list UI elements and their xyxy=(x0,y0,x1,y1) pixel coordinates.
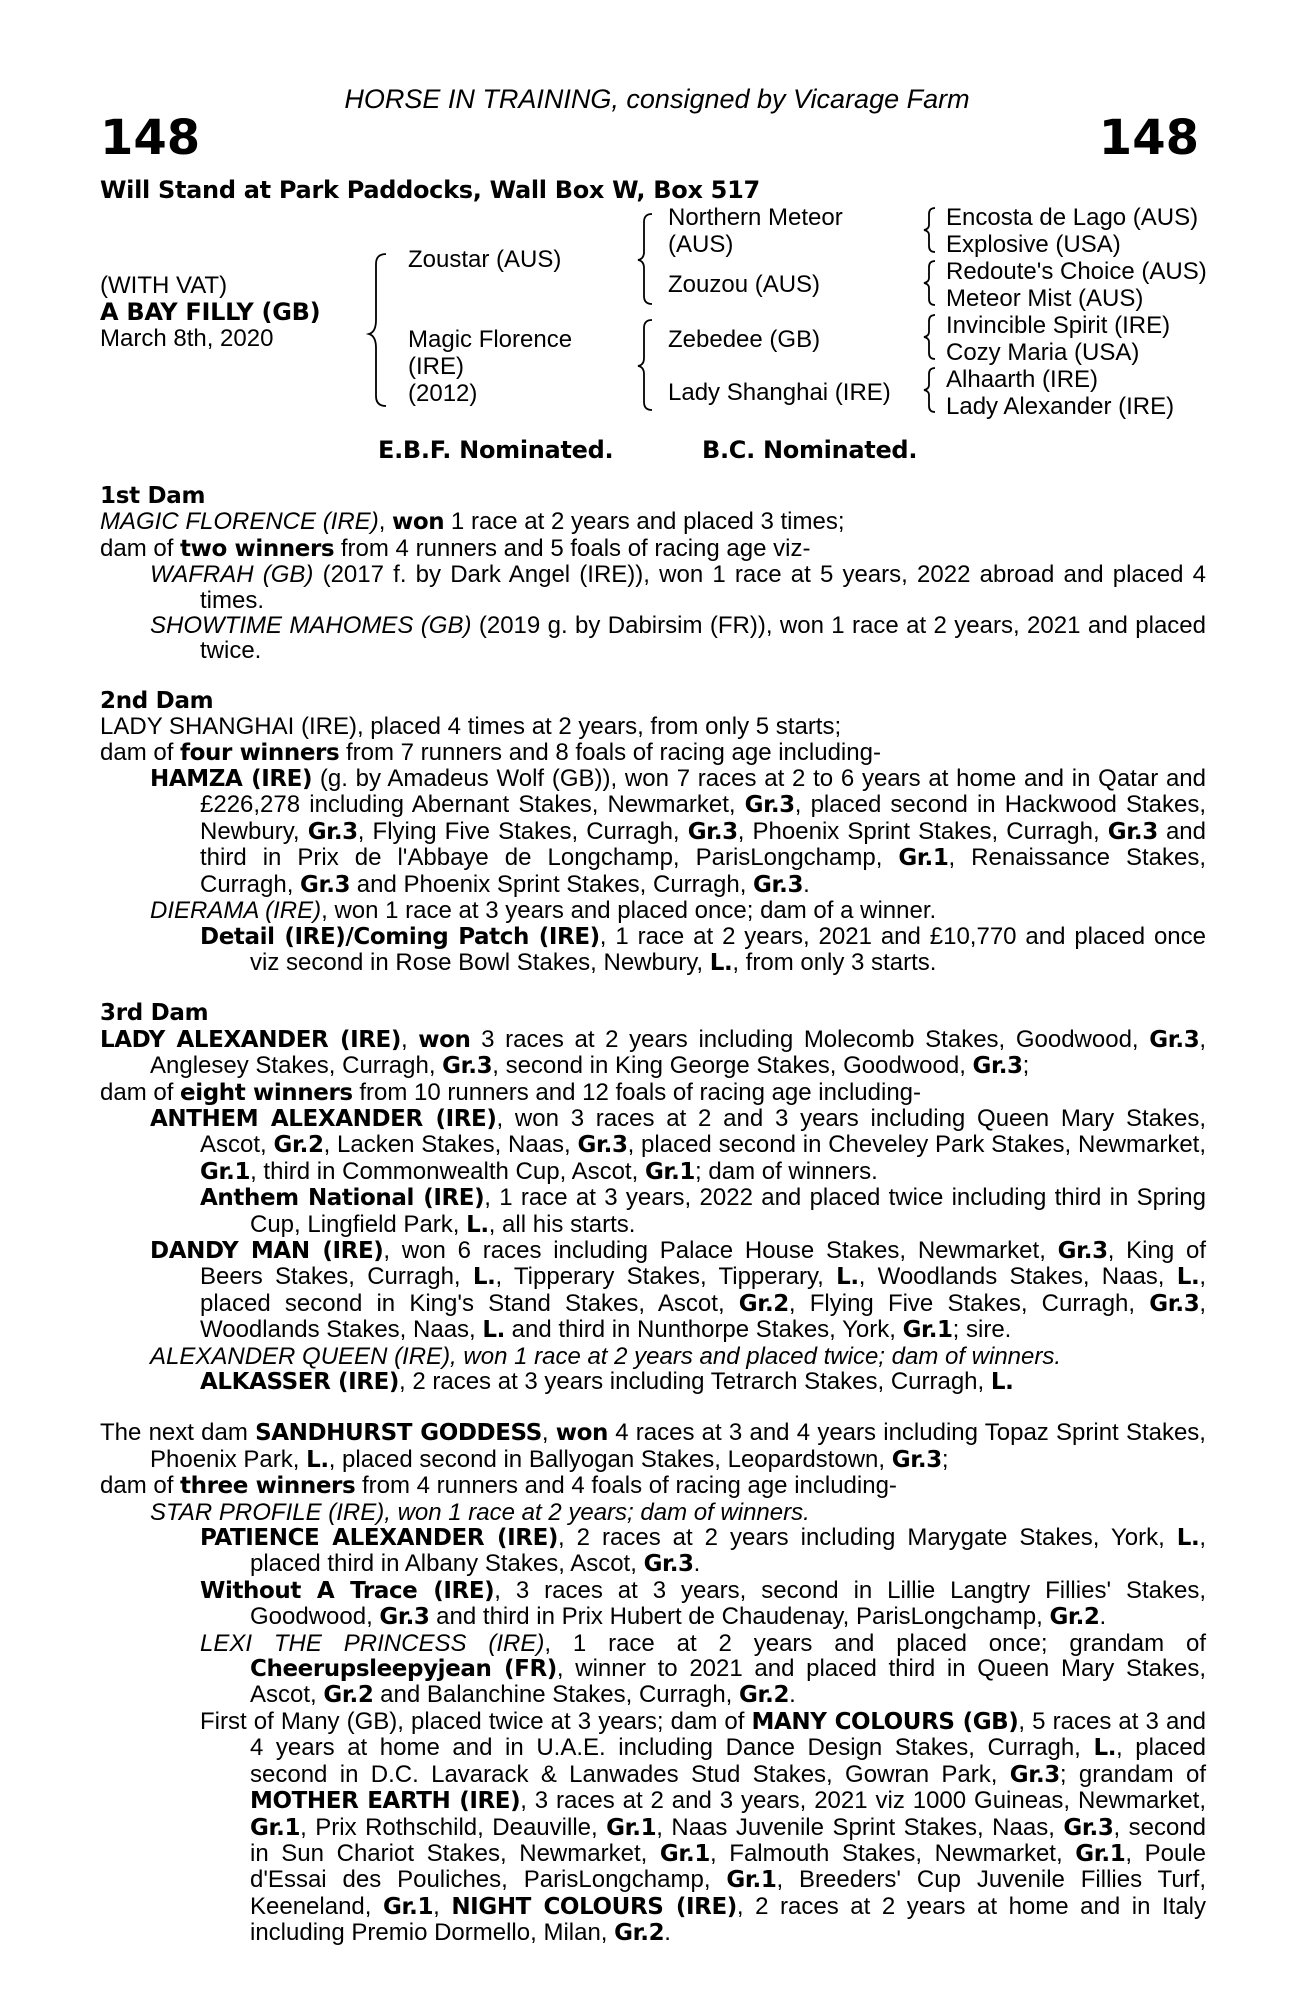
horse-name: A BAY FILLY (GB) xyxy=(100,298,321,326)
dam2-progeny-hamza: HAMZA (IRE) (g. by Amadeus Wolf (GB)), won 7 races at 2 to 6 years at home and in Qatar and £226,278 including Abernant Stakes, Newmarket, Gr.3, placed second in Hackwood Stakes, Newbury, Gr.3, Flying Five Stakes, Curragh, Gr.3, Phoenix Sprint Stakes, Curragh, Gr.3 and third in Prix de l'Abbaye de Longchamp, ParisLongchamp, Gr.1, Renaissance Stakes, Curragh, Gr.3 and Phoenix Sprint Stakes, Curragh, Gr.3. xyxy=(150,765,1206,898)
dam2-summary: LADY SHANGHAI (IRE), placed 4 times at 2 years, from only 5 starts; xyxy=(100,713,842,741)
next-dam-summary: The next dam SANDHURST GODDESS, won 4 races at 3 and 4 years including Topaz Sprint Stakes, Phoenix Park, L., placed second in Ballyogan Stakes, Leopardstown, Gr.3; xyxy=(100,1419,1206,1473)
lot-number-left: 148 xyxy=(100,110,201,166)
dam-line1: Magic Florence xyxy=(408,326,573,353)
next-dam-produce-summary: dam of three winners from 4 runners and 4 foals of racing age including- xyxy=(100,1472,897,1500)
sire-dam: Zouzou (AUS) xyxy=(668,271,821,298)
bracket-dam xyxy=(638,318,656,414)
catalogue-body xyxy=(100,484,1206,1947)
dam2-progeny-dierama: DIERAMA (IRE), won 1 race at 3 years and placed once; dam of a winner. xyxy=(150,897,937,925)
stand-location: Will Stand at Park Paddocks, Wall Box W, Box 517 xyxy=(100,176,760,204)
next-dam-grandprogeny-without-a-trace: Without A Trace (IRE), 3 races at 3 years, second in Lillie Langtry Fillies' Stakes, Goodwood, Gr.3 and third in Prix Hubert de Chaudenay, ParisLongchamp, Gr.2. xyxy=(200,1576,1206,1631)
section-heading-1st-dam: 1st Dam xyxy=(100,483,206,509)
dam3-progeny-anthem-alexander: ANTHEM ALEXANDER (IRE), won 3 races at 2 and 3 years including Queen Mary Stakes, Ascot, Gr.2, Lacken Stakes, Naas, Gr.3, placed second in Cheveley Park Stakes, Newmarket, Gr.1, third in Commonwealth Cup, Ascot, Gr.1; dam of winners. xyxy=(150,1104,1207,1185)
dam-line2: (IRE) xyxy=(408,353,464,380)
dam1-progeny-2: SHOWTIME MAHOMES (GB) (2019 g. by Dabirsim (FR)), won 1 race at 2 years, 2021 and placed twice. xyxy=(150,612,1206,665)
bracket-g3 xyxy=(924,313,938,361)
ggp-3: Redoute's Choice (AUS) xyxy=(946,258,1207,285)
ggp-1: Encosta de Lago (AUS) xyxy=(946,204,1199,231)
consignment-header: HORSE IN TRAINING, consigned by Vicarage Farm xyxy=(344,84,970,114)
sire-sire-line2: (AUS) xyxy=(668,231,734,258)
dam3-summary: LADY ALEXANDER (IRE), won 3 races at 2 years including Molecomb Stakes, Goodwood, Gr.3, Anglesey Stakes, Curragh, Gr.3, second in King George Stakes, Goodwood, Gr.3; xyxy=(100,1025,1207,1080)
vat-note: (WITH VAT) xyxy=(100,272,228,299)
ggp-5: Invincible Spirit (IRE) xyxy=(946,312,1171,339)
dam-sire: Zebedee (GB) xyxy=(668,326,821,353)
dam1-progeny-1: WAFRAH (GB) (2017 f. by Dark Angel (IRE)), won 1 race at 5 years, 2022 abroad and placed 4 times. xyxy=(150,561,1206,614)
bracket-g4 xyxy=(924,366,938,414)
next-dam-grandprogeny-lexi-the-princess: LEXI THE PRINCESS (IRE), 1 race at 2 years and placed once; grandam of Cheerupsleepyjean (FR), winner to 2021 and placed third in Queen Mary Stakes, Ascot, Gr.2 and Balanchine Stakes, Curragh, Gr.2. xyxy=(200,1629,1206,1709)
section-heading-2nd-dam: 2nd Dam xyxy=(100,687,214,714)
bracket-main xyxy=(370,250,390,410)
lot-number-right: 148 xyxy=(1098,110,1199,166)
next-dam-grandprogeny-patience-alexander: PATIENCE ALEXANDER (IRE), 2 races at 2 years including Marygate Stakes, York, L., placed third in Albany Stakes, Ascot, Gr.3. xyxy=(200,1524,1206,1578)
bracket-g2 xyxy=(924,259,938,307)
dam2-grandprogeny-detail: Detail (IRE)/Coming Patch (IRE), 1 race at 2 years, 2021 and £10,770 and placed once viz second in Rose Bowl Stakes, Newbury, L., from only 3 starts. xyxy=(200,922,1206,976)
sire: Zoustar (AUS) xyxy=(408,246,562,273)
dam3-produce-summary: dam of eight winners from 10 runners and 12 foals of racing age including- xyxy=(100,1078,922,1106)
ggp-7: Alhaarth (IRE) xyxy=(946,366,1099,393)
ggp-8: Lady Alexander (IRE) xyxy=(946,393,1175,420)
foaling-date: March 8th, 2020 xyxy=(100,325,274,352)
ggp-4: Meteor Mist (AUS) xyxy=(946,285,1144,312)
dam1-summary: MAGIC FLORENCE (IRE), won 1 race at 2 years and placed 3 times; xyxy=(100,508,845,536)
section-heading-3rd-dam: 3rd Dam xyxy=(100,1000,209,1027)
dam1-produce-summary: dam of two winners from 4 runners and 5 foals of racing age viz- xyxy=(100,534,811,562)
ggp-6: Cozy Maria (USA) xyxy=(946,339,1140,366)
bracket-sire xyxy=(638,212,656,308)
next-dam-grandprogeny-first-of-many: First of Many (GB), placed twice at 3 years; dam of MANY COLOURS (GB), 5 races at 3 and 4 years at home and in U.A.E. including Dance Design Stakes, Curragh, L., placed second in D.C. Lavarack & Lanwades Stud Stakes, Gowran Park, Gr.3; grandam of MOTHER EARTH (IRE), 3 races at 2 and 3 years, 2021 viz 1000 Guineas, Newmarket, Gr.1, Prix Rothschild, Deauville, Gr.1, Naas Juvenile Sprint Stakes, Naas, Gr.3, second in Sun Chariot Stakes, Newmarket, Gr.1, Falmouth Stakes, Newmarket, Gr.1, Poule d'Essai des Pouliches, ParisLongchamp, Gr.1, Breeders' Cup Juvenile Fillies Turf, Keeneland, Gr.1, NIGHT COLOURS (IRE), 2 races at 2 years at home and in Italy including Premio Dormello, Milan, Gr.2. xyxy=(200,1707,1207,1947)
bc-nomination: B.C. Nominated. xyxy=(702,436,918,464)
dam3-grandprogeny-alkasser: ALKASSER (IRE), 2 races at 3 years including Tetrarch Stakes, Curragh, L. xyxy=(200,1368,1014,1395)
next-dam-progeny-star-profile: STAR PROFILE (IRE), won 1 race at 2 years; dam of winners. xyxy=(150,1498,810,1526)
dam-line3: (2012) xyxy=(408,380,478,407)
dam3-progeny-dandy-man: DANDY MAN (IRE), won 6 races including Palace House Stakes, Newmarket, Gr.3, King of Beers Stakes, Curragh, L., Tipperary Stakes, Tipperary, L., Woodlands Stakes, Naas, L., placed second in King's Stand Stakes, Ascot, Gr.2, Flying Five Stakes, Curragh, Gr.3, Woodlands Stakes, Naas, L. and third in Nunthorpe Stakes, York, Gr.1; sire. xyxy=(150,1236,1206,1344)
sire-sire-line1: Northern Meteor xyxy=(668,204,843,231)
ebf-nomination: E.B.F. Nominated. xyxy=(378,436,614,464)
ggp-2: Explosive (USA) xyxy=(946,231,1121,258)
dam3-progeny-alexander-queen: ALEXANDER QUEEN (IRE), won 1 race at 2 years and placed twice; dam of winners. xyxy=(150,1342,1062,1370)
dam3-grandprogeny-anthem-national: Anthem National (IRE), 1 race at 3 years, 2022 and placed twice including third in Spring Cup, Lingfield Park, L., all his starts. xyxy=(200,1184,1206,1238)
bracket-g1 xyxy=(924,206,938,254)
dam-dam: Lady Shanghai (IRE) xyxy=(668,379,891,406)
dam2-produce-summary: dam of four winners from 7 runners and 8 foals of racing age including- xyxy=(100,738,881,766)
